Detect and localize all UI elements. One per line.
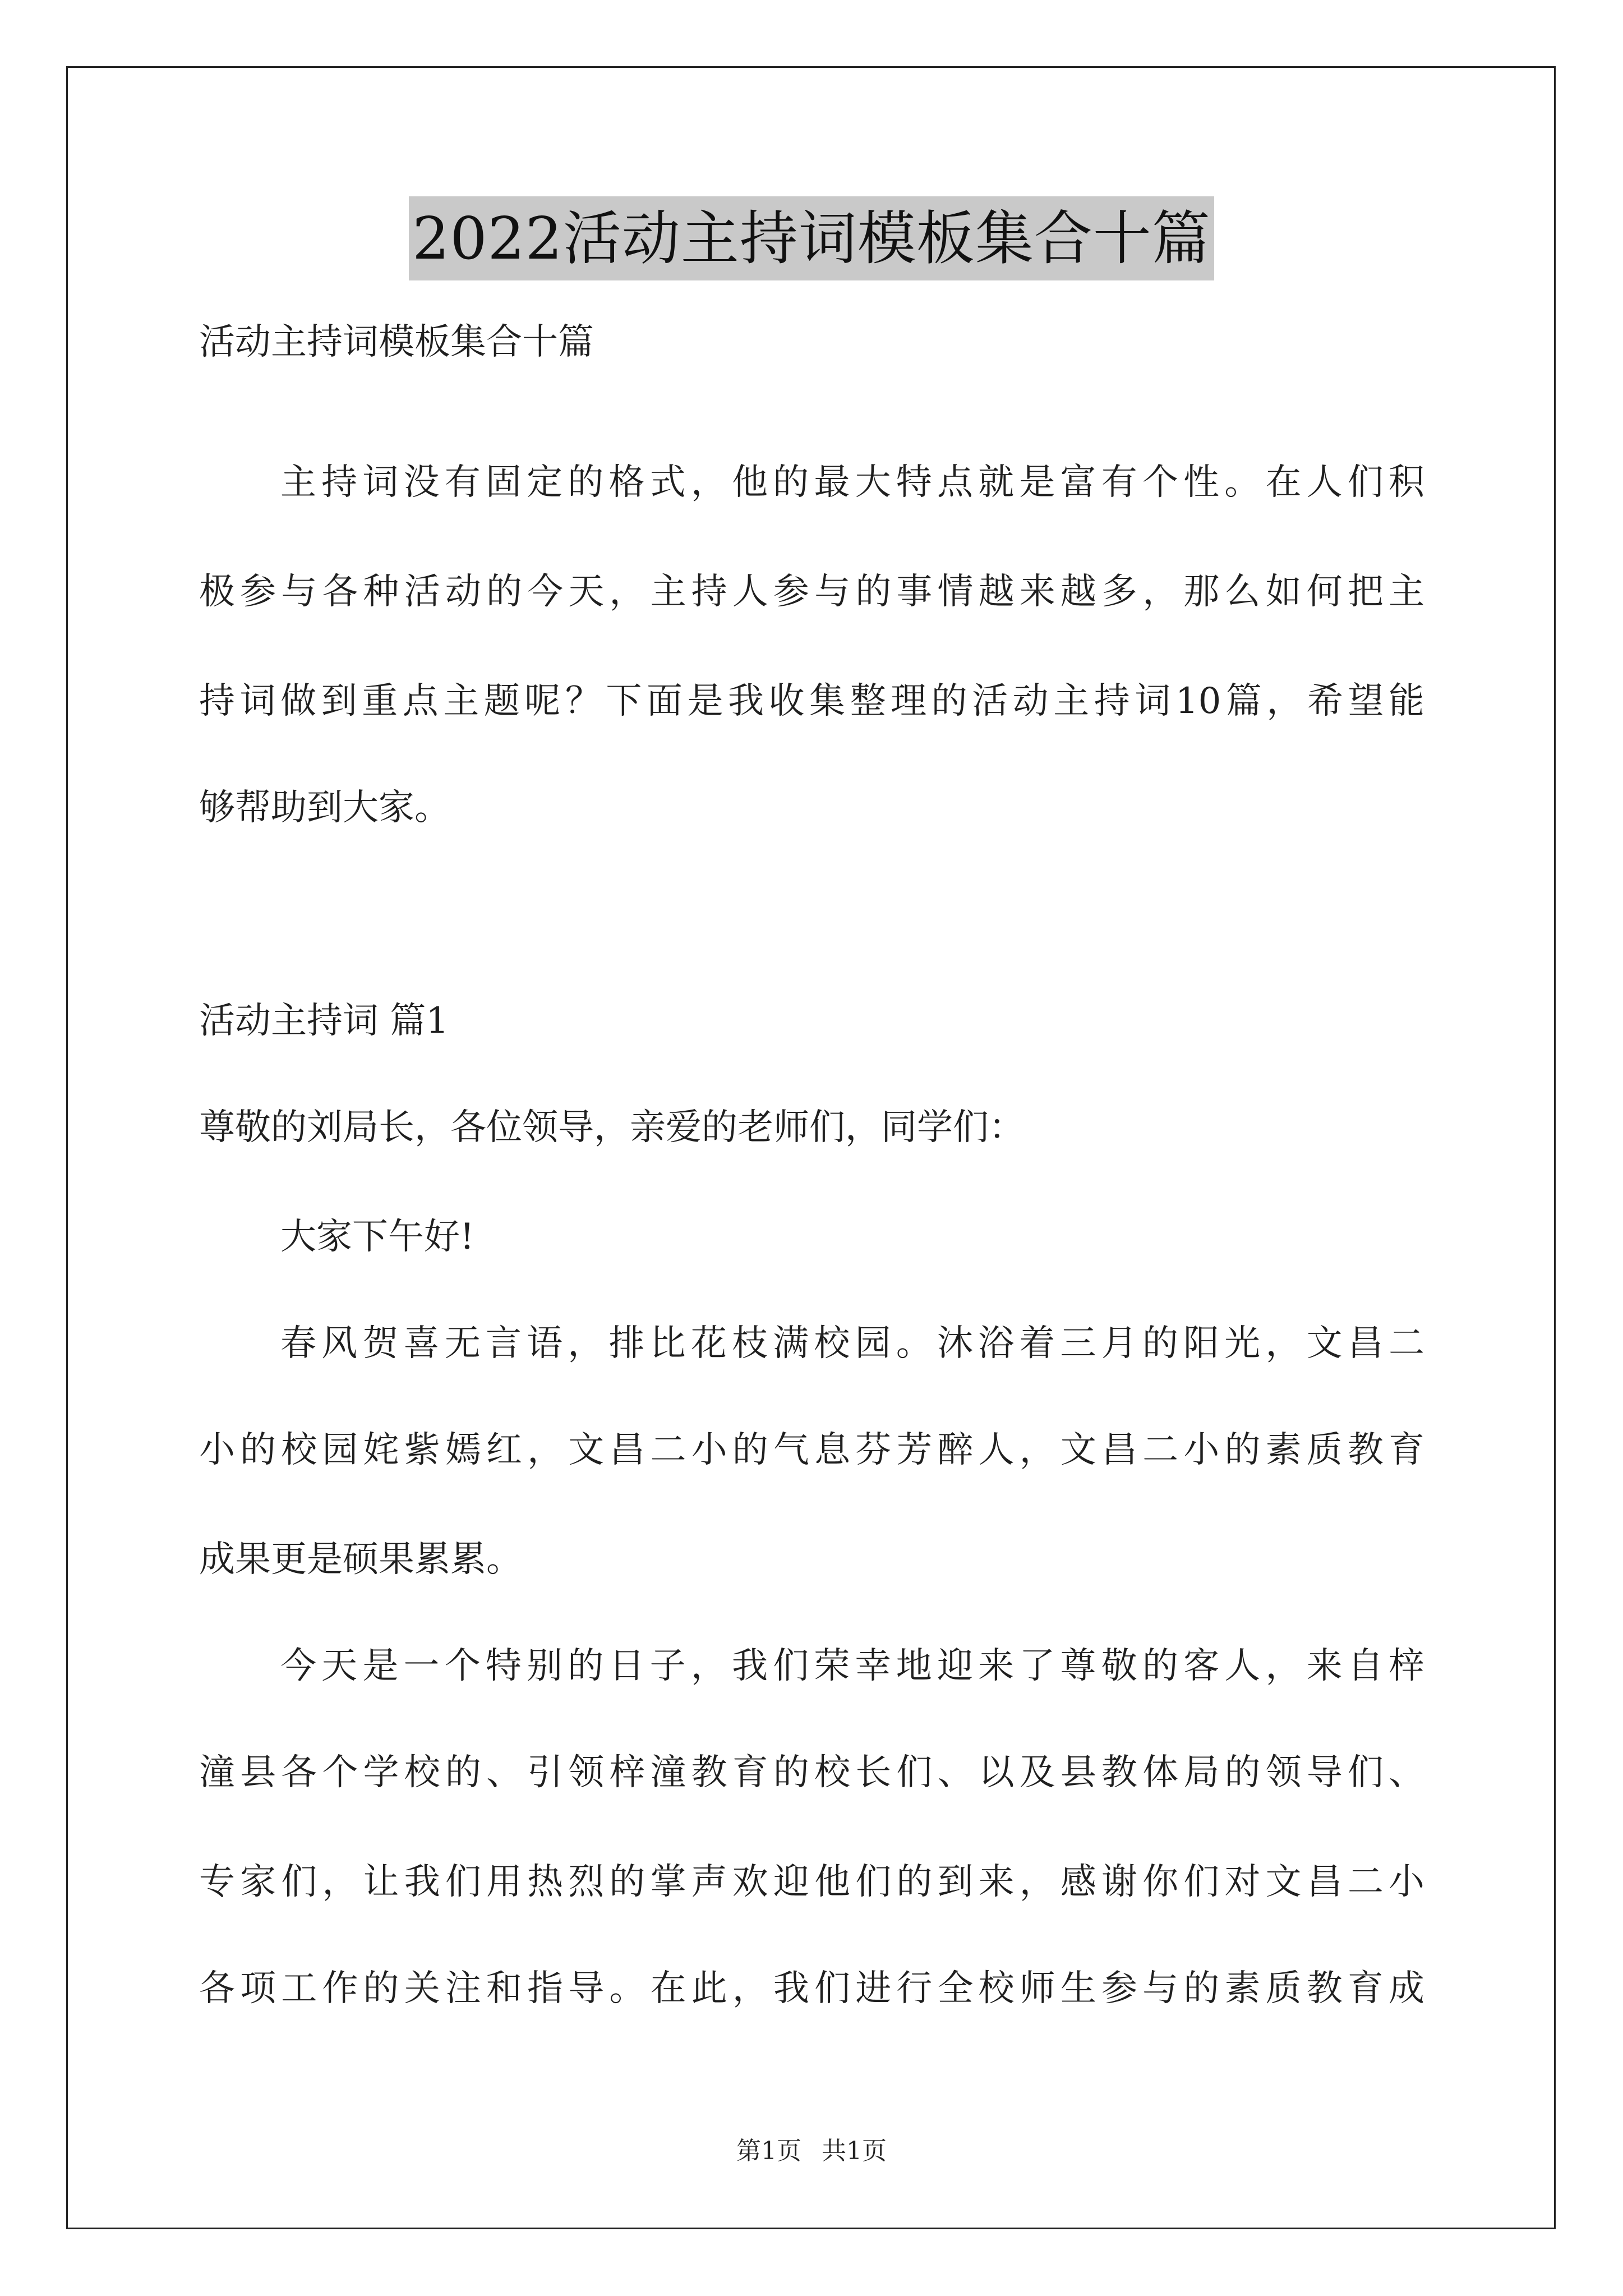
document-subtitle: 活动主持词模板集合十篇 [199, 321, 594, 363]
document-title: 2022活动主持词模板集合十篇 [409, 196, 1214, 280]
paragraph2-line-2: 潼县各个学校的、引领梓潼教育的校长们、以及县教体局的领导们、 [199, 1752, 1424, 1793]
section-heading: 活动主持词 篇1 [199, 1000, 449, 1042]
paragraph2-line-4: 各项工作的关注和指导。在此，我们进行全校师生参与的素质教育成 [199, 1968, 1424, 2009]
page-footer [0, 2134, 1623, 2168]
intro-line-2: 极参与各种活动的今天，主持人参与的事情越来越多，那么如何把主 [199, 571, 1424, 613]
intro-line-4: 够帮助到大家。 [199, 787, 450, 829]
page-number-total: 共1页 [822, 2137, 887, 2165]
paragraph2-line-3: 专家们，让我们用热烈的掌声欢迎他们的到来，感谢你们对文昌二小 [199, 1861, 1424, 1903]
paragraph1-line-2: 小的校园姹紫嫣红，文昌二小的气息芬芳醉人，文昌二小的素质教育 [199, 1429, 1424, 1471]
intro-line-3: 持词做到重点主题呢？下面是我收集整理的活动主持词10篇，希望能 [199, 680, 1424, 722]
greeting-line: 尊敬的刘局长，各位领导，亲爱的老师们，同学们： [199, 1107, 1025, 1148]
salutation-line: 大家下午好! [280, 1216, 474, 1258]
paragraph1-line-1: 春风贺喜无言语，排比花枝满校园。沐浴着三月的阳光，文昌二 [280, 1323, 1424, 1364]
paragraph2-line-1: 今天是一个特别的日子，我们荣幸地迎来了尊敬的客人，来自梓 [280, 1645, 1424, 1687]
page-number-current: 第1页 [736, 2137, 801, 2165]
intro-line-1: 主持词没有固定的格式，他的最大特点就是富有个性。在人们积 [280, 462, 1424, 503]
title-container [0, 196, 1623, 280]
paragraph1-line-3: 成果更是硕果累累。 [199, 1539, 522, 1580]
